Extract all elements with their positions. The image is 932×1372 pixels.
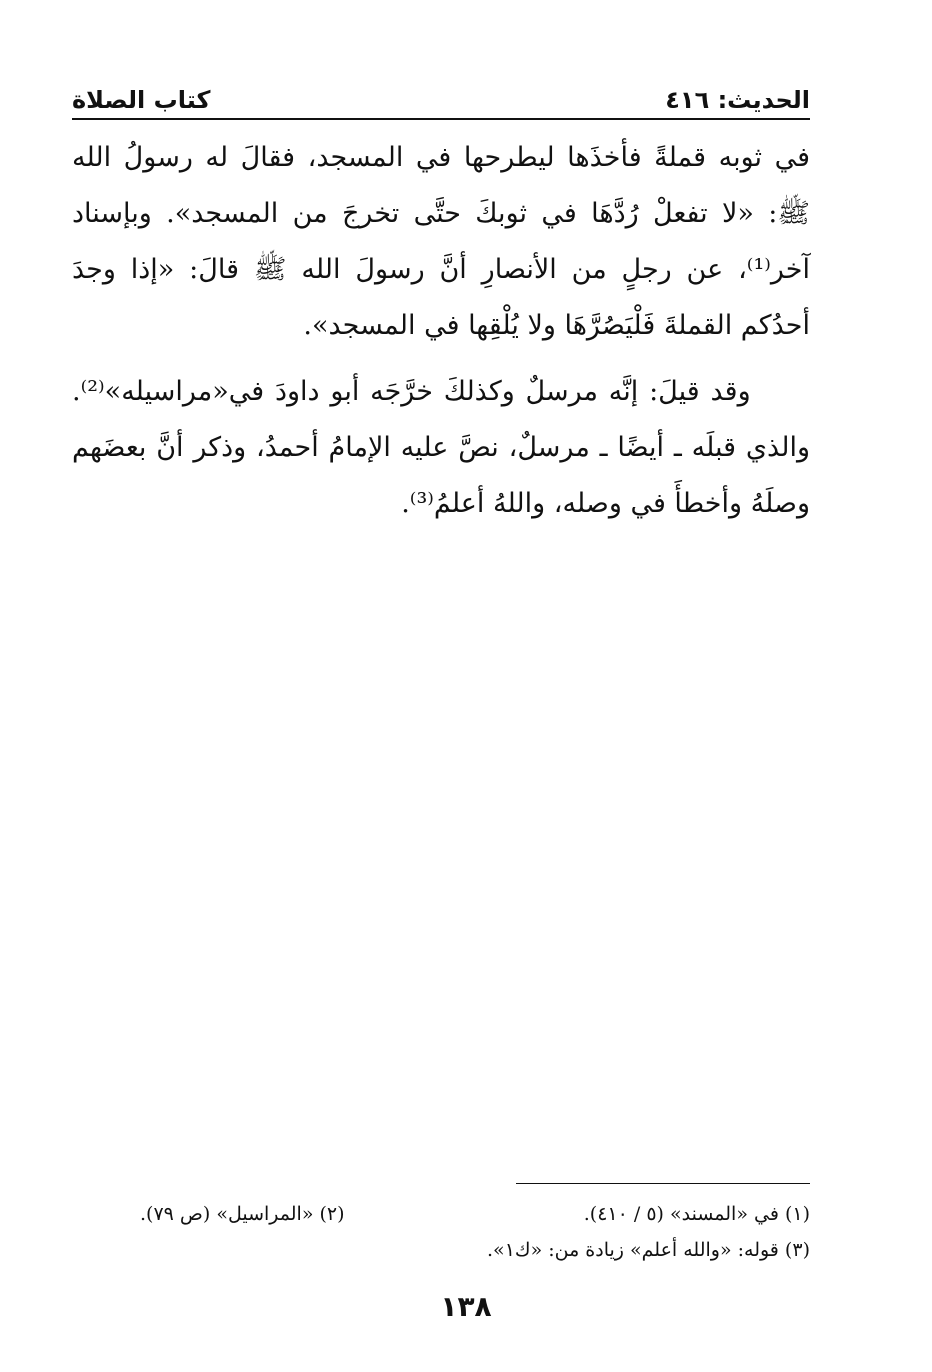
book-title: كتاب الصلاة [72,86,211,114]
footnote-row [140,1196,810,1232]
header-rule [72,118,810,120]
footnote-1: (١) في «المسند» (٥ / ٤١٠). [583,1203,810,1225]
paragraph: وقد قيلَ: إنَّه مرسلٌ وكذلكَ خرَّجَه أبو داودَ في«مراسيله»⁽²⁾. والذي قبلَه ـ أيضًا ـ مرسلٌ، نصَّ عليه الإمامُ أحمدُ، وذكر أنَّ بعضَهم وصلَهُ وأخطأَ في وصله، واللهُ أعلمُ⁽³⁾. [72,376,810,519]
paragraph: في ثوبه قملةً فأخذَها ليطرحها في المسجد، فقالَ له رسولُ الله ﷺ: «لا تفعلْ رُدَّهَا في ثوبكَ حتَّى تخرجَ من المسجد». وبإسناد آخر⁽¹⁾، عن رجلٍ من الأنصارِ أنَّ رسولَ الله ﷺ قالَ: «إذا وجدَ أحدُكم القملةَ فَلْيَصُرَّهَا ولا يُلْقِها في المسجد». [72,142,810,341]
running-head [72,78,810,114]
footnote-rule [516,1183,810,1184]
footnotes [140,1196,810,1268]
main-text [72,130,810,532]
page-number: ١٣٨ [440,1290,492,1323]
hadith-number: الحديث: ٤١٦ [665,86,810,114]
footnote-3: (٣) قوله: «والله أعلم» زيادة من: «ك١». [487,1239,810,1261]
footnote-2: (٢) «المراسيل» (ص ٧٩). [140,1203,345,1225]
